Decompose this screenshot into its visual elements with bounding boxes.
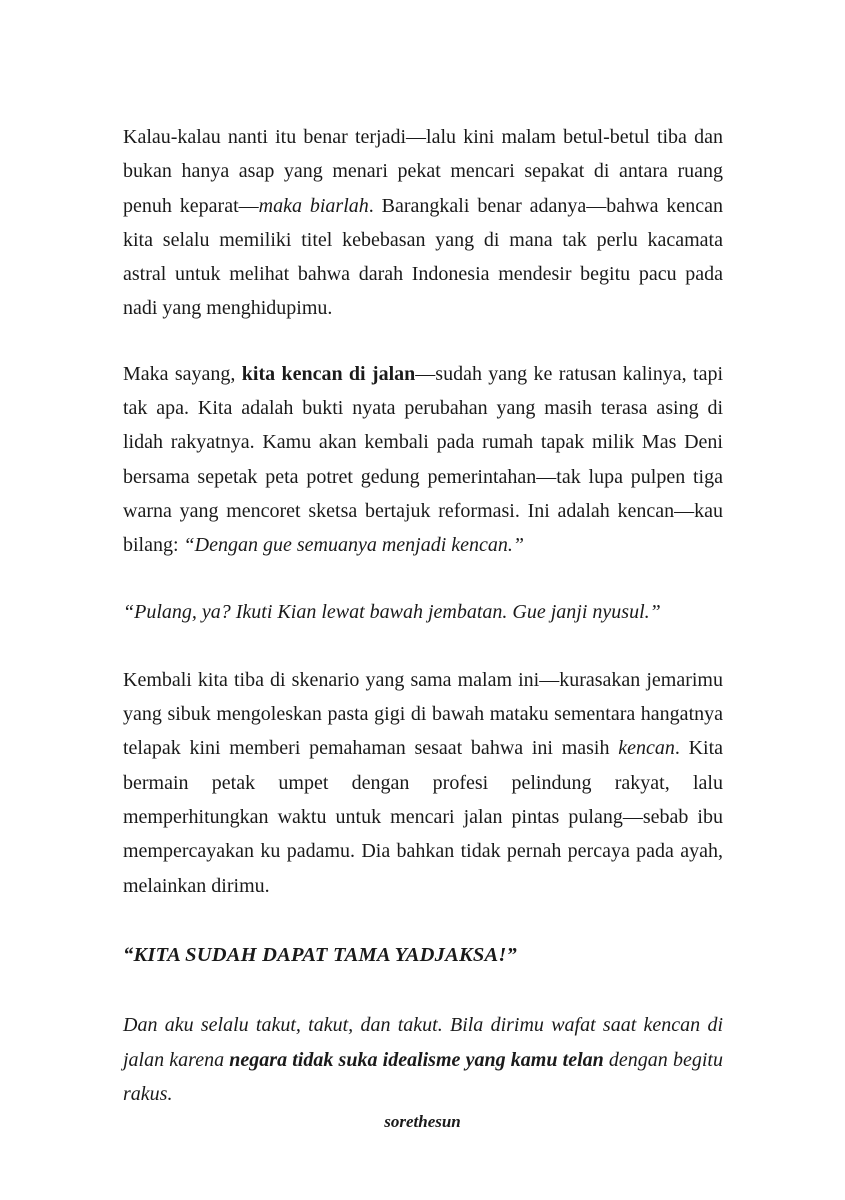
paragraph-6: [123, 1008, 723, 1111]
paragraph-2-text-a: Maka sayang,: [123, 362, 242, 385]
paragraph-6-text-a: Dan aku selalu takut, takut, dan takut. Bila dirimu wafat saat kencan di jalan karena: [123, 1014, 723, 1071]
paragraph-3-quote: “Pulang, ya? Ikuti Kian lewat bawah jembatan. Gue janji nyusul.”: [123, 600, 661, 623]
paragraph-2-text-b: —sudah yang ke ratusan kalinya, tapi tak apa. Kita adalah bukti nyata perubahan yang masih terasa asing di lidah rakyatnya. Kamu akan kembali pada rumah tapak milik Mas Deni bersama sepetak peta potret gedung pemerintahan—tak lupa pulpen tiga warna yang mencoret sketsa bertajuk reformasi. Ini adalah kencan—kau bilang:: [123, 362, 724, 557]
paragraph-2-bold: kita kencan di jalan: [241, 362, 416, 385]
author-signature: sorethesun: [384, 1112, 461, 1131]
paragraph-1-italic: maka biarlah: [258, 194, 369, 217]
document-body: [123, 120, 723, 1111]
paragraph-1-text-b: . Barangkali benar adanya—bahwa kencan kita selalu memiliki titel kebebasan yang di mana tak perlu kacamata astral untuk melihat bahwa darah Indonesia mendesir begitu pacu pada nadi yang menghidupimu.: [123, 194, 723, 320]
paragraph-5-exclamation: “KITA SUDAH DAPAT TAMA YADJAKSA!”: [123, 943, 517, 966]
paragraph-4-text-b: . Kita bermain petak umpet dengan profesi pelindung rakyat, lalu memperhitungkan waktu untuk mencari jalan pintas pulang—sebab ibu mempercayakan ku padamu. Dia bahkan tidak pernah percaya pada ayah, melainkan dirimu.: [123, 737, 724, 897]
paragraph-6-text-b: dengan begitu rakus.: [123, 1048, 723, 1105]
paragraph-1: [123, 120, 723, 326]
paragraph-4-text-a: Kembali kita tiba di skenario yang sama malam ini—kurasakan jemarimu yang sibuk mengoleskan pasta gigi di bawah mataku sementara hangatnya telapak kini memberi pemahaman sesaat bahwa ini masih: [123, 668, 723, 760]
paragraph-1-text-a: Kalau-kalau nanti itu benar terjadi—lalu kini malam betul-betul tiba dan bukan hanya asap yang menari pekat mencari sepakat di antara ruang penuh keparat—: [123, 126, 723, 217]
paragraph-4-italic: kencan: [618, 737, 675, 760]
paragraph-2-italic-quote: “Dengan gue semuanya menjadi kencan.”: [183, 534, 525, 557]
paragraph-2: [123, 357, 723, 563]
paragraph-4: [123, 663, 723, 903]
paragraph-6-bold: negara tidak suka idealisme yang kamu telan: [229, 1048, 604, 1071]
